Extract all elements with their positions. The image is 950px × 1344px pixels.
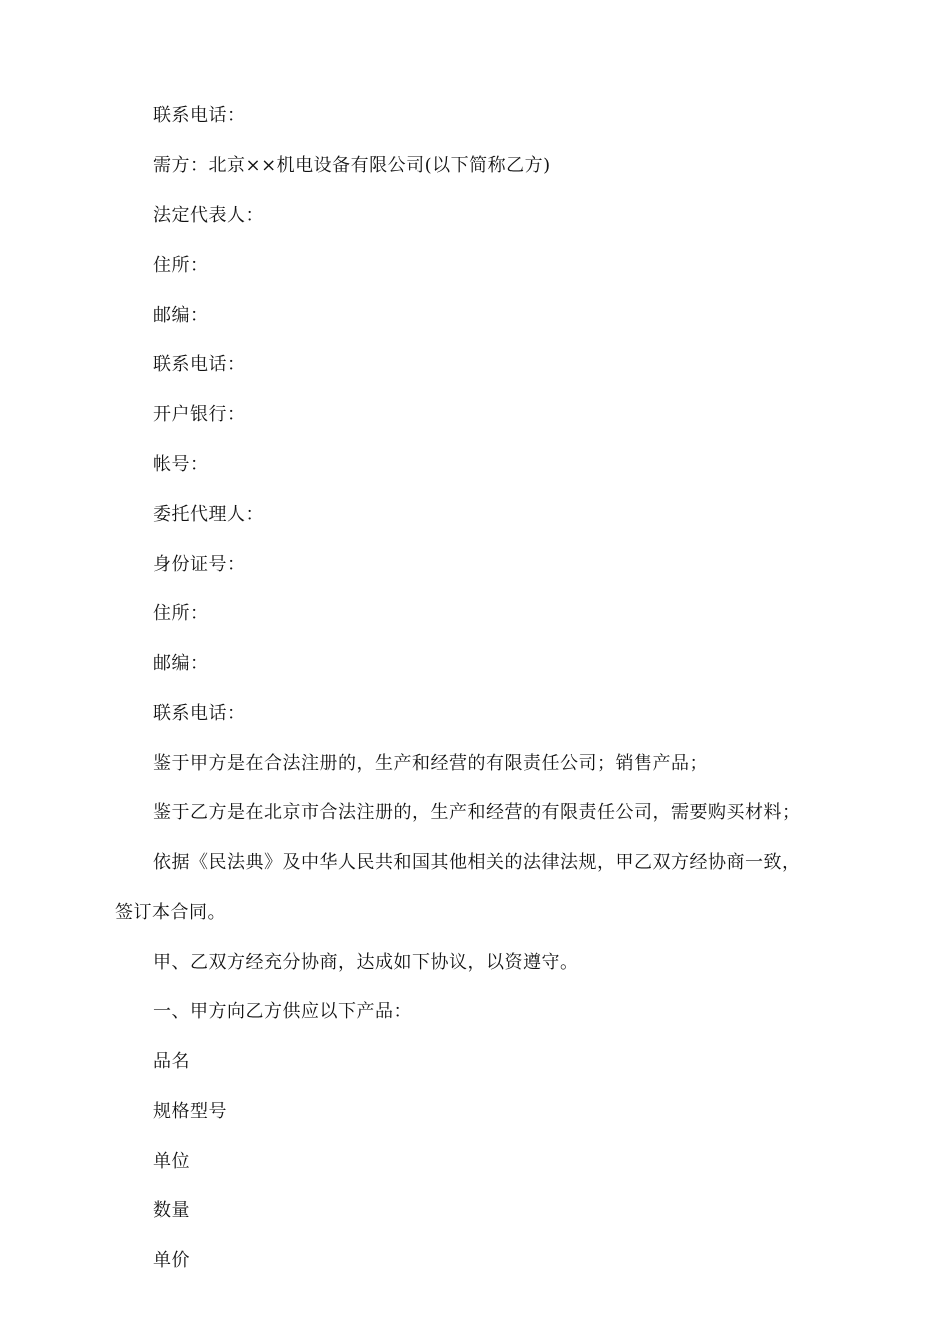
- field-quantity: 数量: [153, 1200, 190, 1221]
- field-product-name: 品名: [153, 1051, 190, 1072]
- section-one-heading: 一、甲方向乙方供应以下产品：: [153, 1001, 412, 1022]
- phone-label: 联系电话：: [153, 354, 246, 375]
- field-spec-model: 规格型号: [153, 1101, 227, 1122]
- whereas-party-a: 鉴于甲方是在合法注册的，生产和经营的有限责任公司；销售产品；: [153, 753, 708, 774]
- agreement-statement: 甲、乙双方经充分协商，达成如下协议，以资遵守。: [153, 952, 579, 973]
- agent-postcode-label: 邮编：: [153, 653, 209, 674]
- postcode-label: 邮编：: [153, 305, 209, 326]
- basis-paragraph-line-1: 依据《民法典》及中华人民共和国其他相关的法律法规，甲乙双方经协商一致，: [153, 852, 801, 873]
- field-unit: 单位: [153, 1151, 190, 1172]
- basis-paragraph-line-2: 签订本合同。: [115, 902, 226, 923]
- whereas-party-b: 鉴于乙方是在北京市合法注册的，生产和经营的有限责任公司，需要购买材料；: [153, 802, 801, 823]
- agent-label: 委托代理人：: [153, 504, 264, 525]
- buyer-party-line: 需方：北京××机电设备有限公司(以下简称乙方): [153, 155, 551, 176]
- id-number-label: 身份证号：: [153, 554, 246, 575]
- bank-label: 开户银行：: [153, 404, 246, 425]
- agent-phone-label: 联系电话：: [153, 703, 246, 724]
- legal-representative-label: 法定代表人：: [153, 205, 264, 226]
- account-label: 帐号：: [153, 454, 209, 475]
- agent-address-label: 住所：: [153, 603, 209, 624]
- address-label: 住所：: [153, 255, 209, 276]
- field-unit-price: 单价: [153, 1250, 190, 1271]
- buyer-prev-phone-label: 联系电话：: [153, 105, 246, 126]
